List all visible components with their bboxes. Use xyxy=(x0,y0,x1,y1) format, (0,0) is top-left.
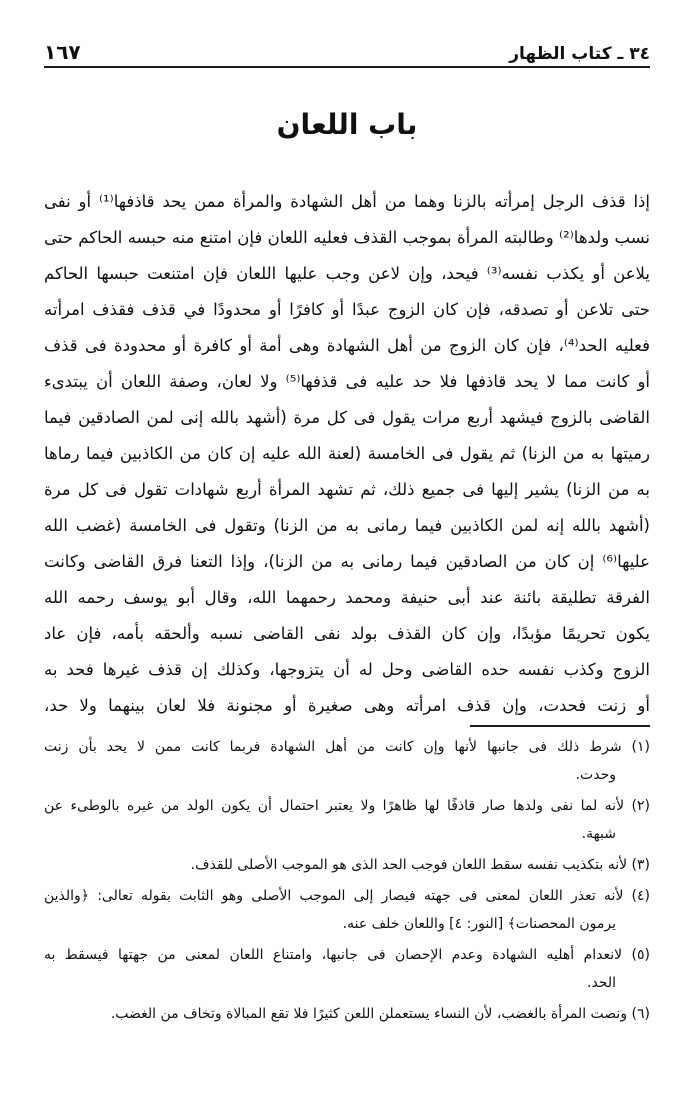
footnote-line: شبهة. xyxy=(581,826,616,842)
chapter-title: باب اللعان xyxy=(276,108,418,141)
body-line: رميتها به من الزنا) ثم يقول فى الخامسة (لعنة الله عليه إن كان من الكاذبين فيما رماها xyxy=(44,444,650,463)
footnote-line: (٦) ونصت المرأة بالغضب، لأن النساء يستعملن اللعن كثيرًا فلا تقع المبالاة وتخاف من الغضب. xyxy=(110,1006,650,1022)
footnotes xyxy=(44,733,650,1028)
footnote-1 xyxy=(44,733,650,789)
footnote-4 xyxy=(44,882,650,938)
body-line: فعليه الحد⁽⁴⁾، فإن كان الزوج من أهل الشهادة وهى أمة أو كافرة أو محدودة فى قذف xyxy=(44,336,650,355)
footnote-line: (١) شرط ذلك فى جانبها لأنها وإن كانت من أهل الشهادة فربما كانت ممن لا يحد بأن زنت xyxy=(44,739,650,755)
footnote-6 xyxy=(44,1000,650,1028)
body-line: الفرقة تطليقة بائنة عند أبى حنيفة ومحمد رحمهما الله، وقال أبو يوسف رحمه الله xyxy=(44,588,650,607)
body-line: أو زنت فحدت، وإن قذف امرأته وهى صغيرة أو مجنونة فلا لعان بينهما ولا حد، xyxy=(44,696,650,715)
footnote-rule xyxy=(470,725,650,727)
footnote-line: (٢) لأنه لما نفى ولدها صار قاذفًا لها ظاهرًا ولا يعتبر احتمال أن يكون الولد من غيره بالوطىء عن xyxy=(44,798,650,814)
footnote-3 xyxy=(44,851,650,879)
footnote-line: الحد. xyxy=(587,975,616,991)
footnote-line: (٤) لأنه تعذر اللعان لمعنى فى جهته فيصار إلى الموجب الأصلى وهو الثابت بقوله تعالى: ﴿والذين xyxy=(44,888,650,904)
footnote-line: (٥) لانعدام أهليه الشهادة وعدم الإحصان فى جانبها، وامتناع اللعان لمعنى من جهتها فيسقط به xyxy=(44,947,650,963)
body-line: أو كانت مما لا يحد قاذفها فلا حد عليه فى قذفها⁽⁵⁾ ولا لعان، وصفة اللعان أن يبتدىء xyxy=(44,372,650,391)
header-rule xyxy=(44,66,650,68)
footnote-2 xyxy=(44,792,650,848)
page-number: ١٦٧ xyxy=(44,40,81,64)
footnote-line: يرمون المحصنات﴾ [النور: ٤] واللعان خلف عنه. xyxy=(342,916,616,932)
footnote-line: (٣) لأنه بتكذيب نفسه سقط اللعان فوجب الحد الذى هو الموجب الأصلى للقذف. xyxy=(190,857,650,873)
page-header xyxy=(44,30,650,64)
body-text xyxy=(44,184,650,724)
body-line: به من الزنا) يشير إليها فى جميع ذلك، ثم تشهد المرأة أربع شهادات تقول فى كل مرة xyxy=(44,480,650,499)
running-head: ٣٤ ـ كتاب الظهار xyxy=(509,44,650,64)
body-line: حتى تلاعن أو تصدقه، فإن كان الزوج عبدًا أو كافرًا أو محدودًا في قذف فقذف امرأته xyxy=(44,300,650,319)
footnote-5 xyxy=(44,941,650,997)
body-line: (أشهد بالله إنه لمن الكاذبين فيما رمانى به من الزنا) وتقول فى الخامسة (غضب الله xyxy=(44,516,650,535)
body-line: عليها⁽⁶⁾ إن كان من الصادقين فيما رمانى به من الزنا)، وإذا التعنا فرق القاضى وكانت xyxy=(44,552,650,571)
footnote-line: وحدت. xyxy=(575,767,616,783)
body-line: نسب ولدها⁽²⁾ وطالبته المرأة بموجب القذف فعليه اللعان فإن امتنع منه حبسه الحاكم حتى xyxy=(44,228,650,247)
body-line: الزوج وكذب نفسه حده القاضى وحل له أن يتزوجها، وكذلك إن قذف غيرها فحد به xyxy=(44,660,650,679)
body-line: إذا قذف الرجل إمرأته بالزنا وهما من أهل الشهادة والمرأة ممن يحد قاذفها⁽¹⁾ أو نفى xyxy=(44,192,650,211)
body-line: يكون تحريمًا مؤبدًا، وإن كان القذف بولد نفى القاضى نسبه وألحقه بأمه، فإن عاد xyxy=(44,624,650,643)
body-line: القاضى بالزوج فيشهد أربع مرات يقول فى كل مرة (أشهد بالله إنى لمن الصادقين فيما xyxy=(44,408,650,427)
body-line: يلاعن أو يكذب نفسه⁽³⁾ فيحد، وإن لاعن وجب عليها اللعان فإن امتنعت حبسها الحاكم xyxy=(44,264,650,283)
